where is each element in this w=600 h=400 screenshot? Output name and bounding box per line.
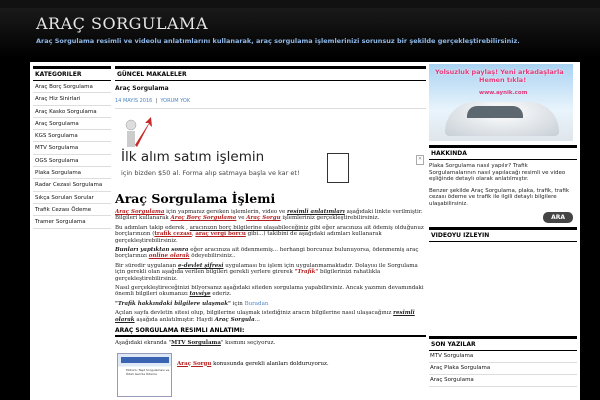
about-text: [429, 160, 577, 208]
text: aşağıda anlatılmıştır. Haydi: [134, 316, 215, 323]
ad-close-icon[interactable]: ✕: [416, 155, 424, 165]
link-arac-sorgu[interactable]: Araç Sorgu: [246, 215, 281, 222]
main-content: [115, 62, 426, 400]
text-bold: Bunları yaptıktan sonra: [115, 247, 189, 254]
text-bold: "Trafik hakkındaki bilgilere ulaşmak": [115, 300, 231, 307]
paragraph-2: [115, 225, 426, 244]
ad-subtext: için bizden $50 al. Forma alıp satmaya başla ve kar et!: [121, 169, 300, 177]
categories-title: KATEGORILER: [33, 66, 111, 81]
meta-separator: |: [155, 98, 158, 104]
text-trafik: "Trafik": [294, 269, 319, 276]
link-vergi-borcu[interactable]: araç vergi borcu: [195, 231, 246, 238]
banner-line-2: Hemen tıkla!: [479, 76, 527, 84]
category-item[interactable]: Radar Cezasi Sorgulama: [33, 179, 111, 191]
content-wrapper: [30, 62, 580, 400]
about-paragraph: Plaka Sorgulama nasıl yapılır? Trafik Sorgulamalarının nasıl yapılacağı resimli ve video eşliğinde detaylı olarak anlatılmıştır.: [429, 163, 566, 183]
paragraph-4: [115, 263, 426, 282]
category-item[interactable]: Araç Hiz Sinirlari: [33, 93, 111, 105]
right-sidebar: [429, 62, 577, 400]
about-paragraph: Benzer şekilde Araç Sorgulama, plaka, trafik, trafik cezası ödeme ve trafik ile ilgili detaylı bilgilere ulaşabilirsiniz.: [429, 187, 570, 207]
text: eğer aracınıza ait ödenmemiş... herhangi borcunuz bulunuyorsa, ödenmemiş araç borçlarınızı: [115, 247, 419, 260]
category-item[interactable]: Araç Kasko Sorgulama: [33, 106, 111, 118]
site-title[interactable]: ARAÇ SORGULAMA: [36, 14, 208, 33]
banner-url: www.aynik.com: [479, 90, 528, 96]
articles-section-title: GÜNCEL MAKALELER: [115, 66, 426, 81]
ad-image: [327, 153, 349, 183]
text: işlemleriniz gerçekleştirebilirsiniz.: [280, 215, 380, 222]
paragraph-7: [115, 310, 426, 323]
text: için yapmanız gereken işlemlerin, video ve: [164, 209, 288, 215]
screenshot-caption: Motorlu Taşıt Sorgulaması ve Ödeli Geli İle Ödeme: [126, 367, 170, 376]
category-item[interactable]: Tramer Sorgulama: [33, 216, 111, 228]
recent-title: SON YAZILAR: [429, 336, 577, 351]
link-arac-sorgu[interactable]: Araç Sorgu: [177, 360, 212, 367]
text: bilgilerinizi rahatlıkla gerçekleştirebilirsiniz.: [115, 269, 381, 282]
text: aşağıdaki linkte verilmiştir. Bilgileri kullanarak: [115, 209, 423, 222]
text-bold: e-devlet şifresi: [177, 262, 224, 269]
recent-post[interactable]: Araç Plaka Sorgulama: [429, 363, 577, 375]
paragraph-1: [115, 209, 426, 222]
site-header: [0, 8, 600, 58]
link-arac-sorgulama[interactable]: Araç Sorgulama: [115, 209, 165, 215]
article-title[interactable]: Araç Sorgulama: [115, 85, 169, 92]
text: Açılan sayfa devletin sitesi olup, bilgilerine ulaşmak istediğiniz aracın bilgilerine nasıl ulaşacağınız: [115, 310, 394, 317]
screenshot-figure: [115, 353, 426, 397]
ad-banner[interactable]: [115, 113, 426, 187]
text: ederiz.: [210, 291, 232, 298]
category-item[interactable]: Sıkça Sorulan Sorular: [33, 192, 111, 204]
article-date: 14 MAYIS 2016: [115, 98, 153, 104]
category-item[interactable]: OGS Sorgulama: [33, 155, 111, 167]
category-item[interactable]: KGS Sorgulama: [33, 130, 111, 142]
text-bold: Araç Sorgula: [214, 316, 255, 323]
left-sidebar: [30, 62, 111, 400]
article-heading: Araç Sorgulama İşlemi: [115, 191, 276, 206]
screenshot-image[interactable]: [117, 353, 172, 397]
banner-text: [435, 68, 564, 84]
ad-headline: İlk alım satım işlemin: [121, 149, 265, 165]
car-window: [467, 106, 523, 118]
text: uygulaması bu işlem için uygulanmamaktadır. Dolayısı ile Sorgulama için gerekli olan aşağıda verilen bilgileri gerekli yerlere girerek: [115, 262, 418, 276]
text: Bu adımları takip ederek ,: [115, 224, 190, 231]
text: gibi eğer aracınıza ait ödemiş olduğunuz borçlarınızın (: [115, 224, 424, 238]
text: Bir süredir uygulanan: [115, 262, 178, 269]
screenshot-bar: [121, 357, 169, 363]
text: ödeyebilirsiniz..: [189, 253, 236, 260]
top-bar: [0, 0, 600, 8]
text: gibi...) takibini de aşağıdaki adımları kullanarak gerçekleştirebilirsiniz.: [115, 231, 382, 244]
recent-posts: [429, 351, 577, 387]
link-online[interactable]: online olarak: [148, 253, 190, 260]
text: ve: [236, 215, 247, 222]
comments-link[interactable]: YORUM YOK: [160, 98, 191, 104]
video-title: VIDEOYU IZLEYIN: [429, 227, 577, 242]
link-trafik-cezasi[interactable]: trafik cezası: [154, 231, 192, 238]
category-item[interactable]: Araç Sorgulama: [33, 118, 111, 130]
paragraph-5: [115, 285, 426, 298]
category-list: [33, 81, 111, 229]
paragraph-6: [115, 301, 426, 307]
recent-post[interactable]: Araç Sorgulama: [429, 375, 577, 387]
paragraph-8: [115, 340, 426, 346]
banner-line-1: Yolsuzluk paylaş! Yeni arkadaşlarla: [435, 68, 564, 76]
text-bold: tavsiye: [189, 291, 211, 298]
text: Aşağıdaki ekranda ": [115, 340, 172, 347]
category-item[interactable]: Araç Borç Sorgulama: [33, 81, 111, 93]
link-borc-sorgulama[interactable]: Araç Borç Sorgulama: [170, 215, 237, 222]
illustrated-section-title: ARAÇ SORGULAMA RESIMLI ANLATIMI:: [115, 327, 426, 337]
text: için: [230, 300, 245, 307]
text: konusunda: [211, 360, 246, 367]
category-item[interactable]: Plaka Sorgulama: [33, 167, 111, 179]
text-bold: gerekli: [245, 360, 265, 367]
recent-post[interactable]: MTV Sorgulama: [429, 351, 577, 363]
article-meta: [115, 98, 426, 109]
text: ...: [254, 316, 260, 323]
text: ,: [191, 231, 196, 238]
link-buradan[interactable]: Buradan: [244, 300, 269, 307]
text-bold: resimli anlatımları: [287, 209, 345, 215]
text: aracınızın borç bilgilerine ulaşabileceğiniz: [189, 224, 309, 231]
category-item[interactable]: MTV Sorgulama: [33, 142, 111, 154]
video-area[interactable]: [429, 242, 577, 334]
search-row: [429, 212, 577, 223]
category-item[interactable]: Trafik Cezası Ödeme: [33, 204, 111, 216]
text: Nasıl gerçekleştireceğinizi bilyorsanız aşağıdaki siteden sorgulama yapabilirsiniz. Ancak yazımın devamındaki önemli bilgileri okumanızı: [115, 285, 424, 298]
site-tagline: Araç Sorgulama resimli ve videolu anlatımlarını kullanarak, araç sorgulama işlemlerinizi sorunsuz bir şekilde gerçekleştirebilirsiniz.: [36, 37, 520, 45]
ad-banner-right[interactable]: [429, 64, 573, 141]
text: alanları dolduruyoruz.: [264, 360, 329, 367]
text-bold: MTV Sorgulama: [171, 340, 221, 347]
text: " kısmını seçiyoruz.: [220, 340, 276, 347]
paragraph-3: [115, 247, 426, 260]
paragraph-9: [177, 361, 329, 367]
about-title: HAKKINDA: [429, 145, 577, 160]
search-button[interactable]: ARA: [543, 212, 573, 223]
text-bold: resimli olarak: [115, 310, 415, 323]
